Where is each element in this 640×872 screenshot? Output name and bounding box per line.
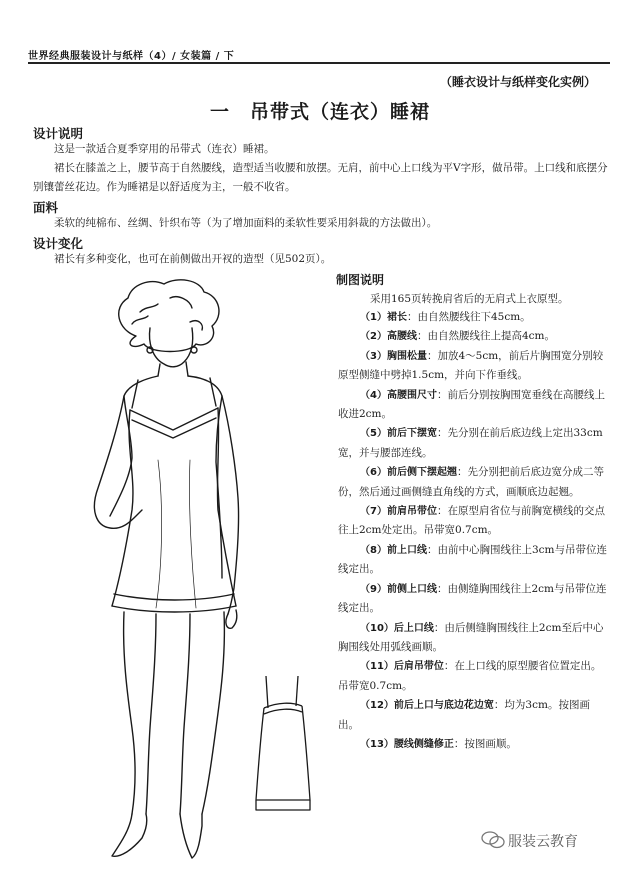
page-title: 一 吊带式（连衣）睡裙 — [209, 101, 430, 123]
dress-strap-right — [210, 378, 216, 406]
instruction-step: （12）前后上口与底边花边宽：均为3cm。按图画出。 — [338, 699, 590, 731]
watermark-text: 服装云教育 — [508, 834, 578, 850]
left-shoe — [112, 814, 147, 856]
back-view-dress-illustration — [248, 662, 322, 832]
instruction-step: （6）前后侧下摆起翘：先分别把前后底边宽分成二等份，然后通过画侧缝直角线的方式，画顺底边起翘。 — [338, 466, 604, 498]
dress-hem — [112, 606, 236, 612]
left-leg — [124, 612, 135, 814]
design-heading: 设计说明 — [33, 126, 84, 141]
instruction-step: （13）腰线侧缝修正：按图画顺。 — [360, 737, 517, 750]
variation-heading: 设计变化 — [33, 236, 84, 251]
instruction-step: （8）前上口线：由前中心胸围线往上3cm与吊带位连线定出。 — [338, 543, 607, 576]
instruction-step: （3）胸围松量：加放4～5cm，前后片胸围宽分别较原型侧缝中劈掉1.5cm，并向下作垂线。 — [338, 349, 604, 382]
fabric-paragraph: 柔软的纯棉布、丝绸、针织布等（为了增加面料的柔软性要采用斜裁的方法做出）。 — [54, 217, 438, 229]
instruction-step: （5）前后下摆宽：先分别在前后底边线上定出33cm宽，并与腰部连线。 — [338, 427, 603, 459]
instruction-step: （4）高腰围尺寸：前后分别按胸围宽垂线在高腰线上收进2cm。 — [338, 388, 605, 421]
instruction-step: （10）后上口线：由后侧缝胸围线往上2cm至后中心胸围线处用弧线画顺。 — [338, 621, 604, 653]
variation-paragraph: 裙长有多种变化，也可在前侧做出开衩的造型（见502页）。 — [54, 253, 332, 265]
instruction-step: （11）后肩吊带位：在上口线的原型腰省位置定出。吊带宽0.7cm。 — [338, 660, 602, 692]
dress-neckline — [130, 408, 218, 430]
design-paragraph-2: 裙长在膝盖之上，腰节高于自然腰线，造型适当收腰和放摆。无肩，前中心上口线为平V字形，做吊带。上口线和底摆分别镶蕾丝花边。作为睡裙是以舒适度为主，一般不收省。 — [33, 162, 608, 193]
dress-left-side — [112, 410, 133, 606]
instructions-steps — [338, 308, 608, 754]
right-shoe — [180, 814, 202, 858]
instructions-intro: 采用165页转挽肩省后的无肩式上衣原型。 — [370, 293, 569, 305]
wechat-icon — [481, 831, 505, 849]
instructions-heading: 制图说明 — [336, 273, 385, 287]
fabric-heading: 面料 — [33, 200, 59, 215]
dress-right-side — [217, 408, 236, 606]
face-outline — [150, 328, 193, 367]
instruction-step: （1）裙长：由自然腰线往下45cm。 — [360, 311, 531, 323]
back-dress-outline — [256, 706, 310, 800]
back-strap-left — [266, 676, 268, 708]
instruction-step: （7）前肩吊带位：在原型肩省位与前胸宽横线的交点往上2cm处定出。吊带宽0.7cm。 — [338, 505, 605, 537]
instruction-step: （9）前侧上口线：由侧缝胸围线往上2cm与吊带位连线定出。 — [338, 582, 607, 615]
design-paragraph-1: 这是一款适合夏季穿用的吊带式（连衣）睡裙。 — [54, 143, 275, 155]
left-arm — [94, 376, 158, 528]
instruction-step: （2）高腰线：由自然腰线往上提高4cm。 — [360, 330, 555, 343]
running-title: 世界经典服装设计与纸样（4）/ 女装篇 / 下 — [28, 51, 235, 62]
header-rule — [28, 62, 610, 64]
subtitle: （睡衣设计与纸样变化实例） — [439, 75, 596, 89]
right-leg — [180, 614, 190, 814]
hair-outline — [119, 280, 219, 352]
back-strap-right — [296, 676, 298, 706]
